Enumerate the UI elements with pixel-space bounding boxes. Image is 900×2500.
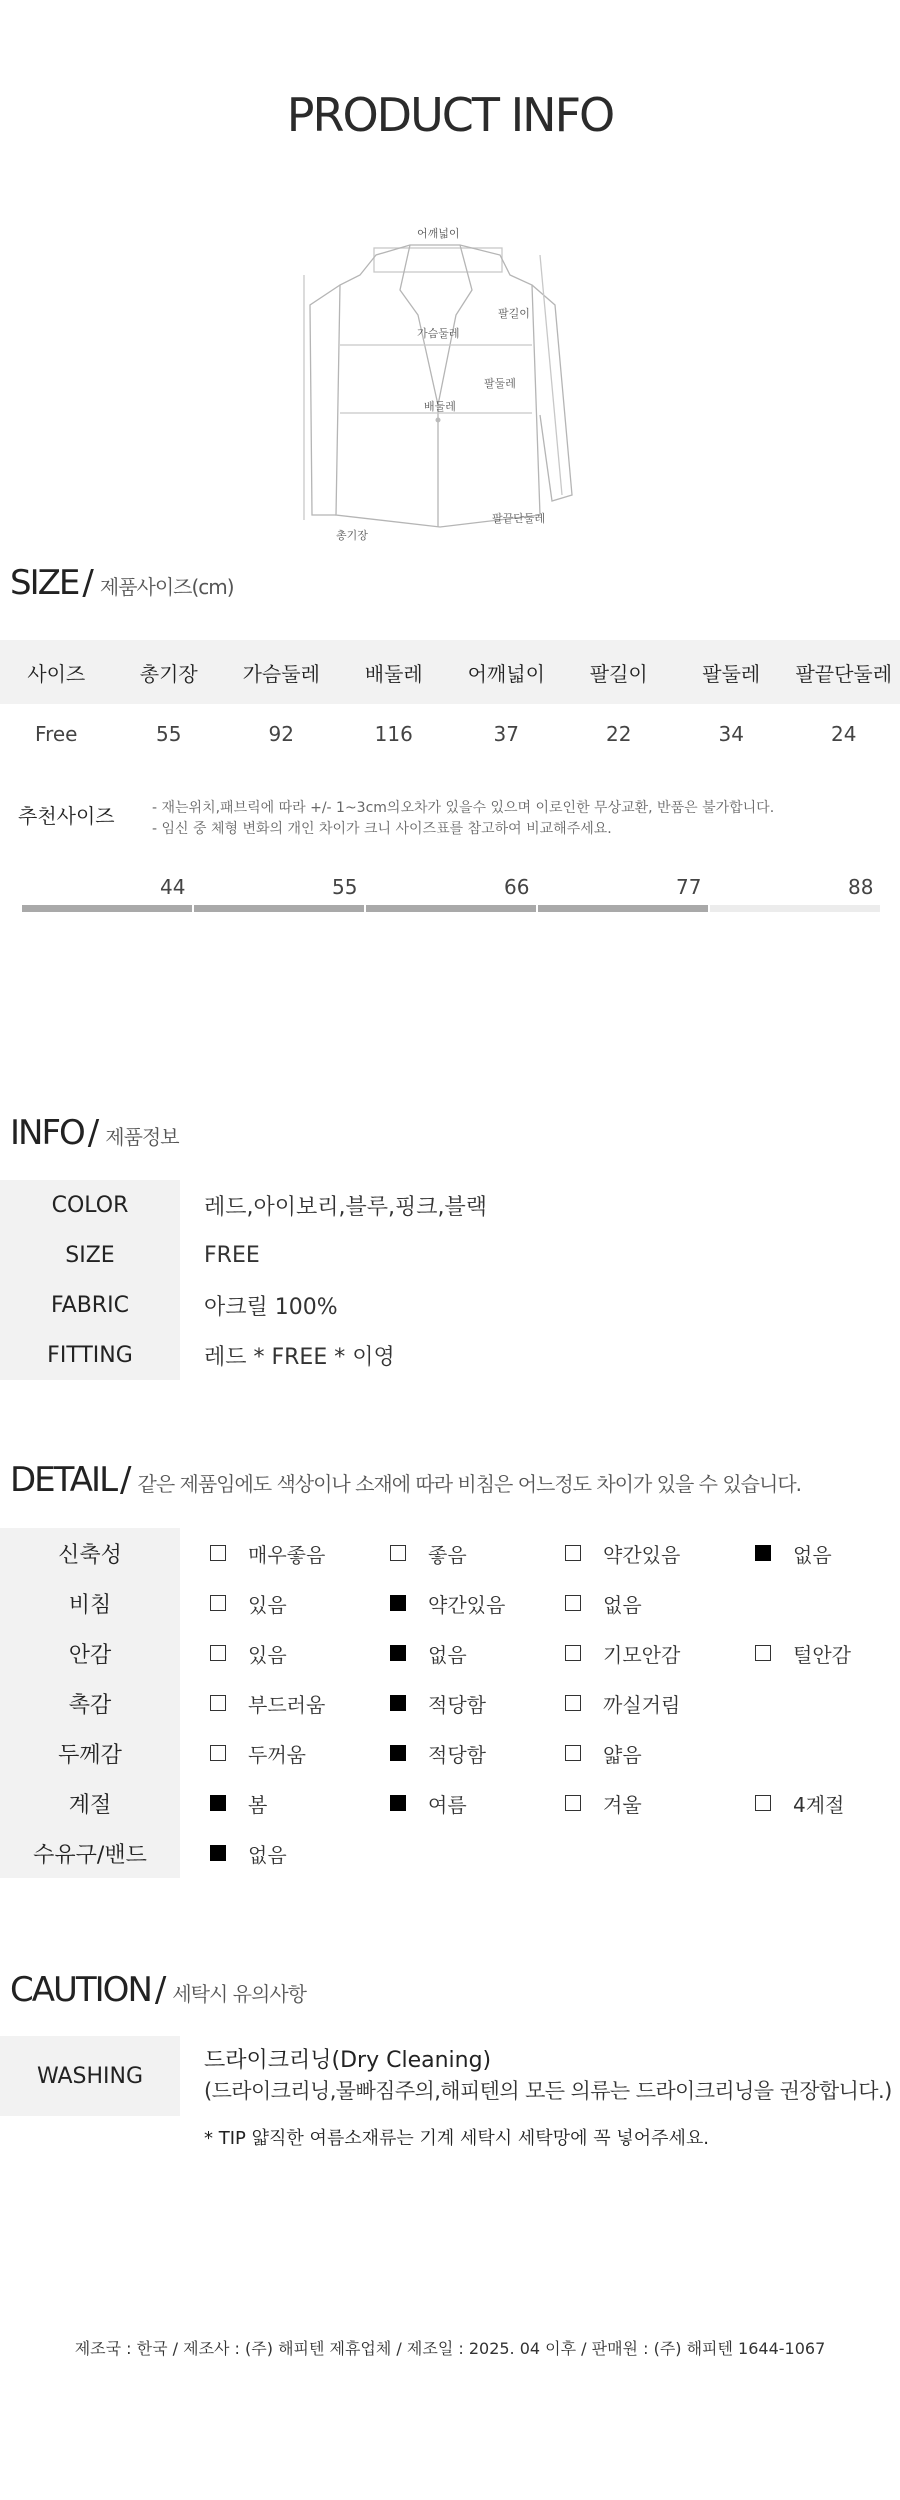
unchecked-box-icon [565, 1795, 581, 1811]
size-note: - 임신 중 체형 변화의 개인 차이가 크니 사이즈표를 참고하여 비교해주세요. [152, 821, 612, 837]
detail-option-label: 여름 [428, 1792, 467, 1817]
caution-subheading: 세탁시 유의사항 [172, 1982, 306, 2006]
size-scale-label: 88 [848, 875, 874, 899]
size-col-header: 어깨넓이 [467, 661, 545, 686]
checked-box-icon [390, 1595, 406, 1611]
unchecked-box-icon [565, 1645, 581, 1661]
detail-option-label: 얇음 [603, 1742, 642, 1767]
size-table-header [0, 640, 900, 704]
info-section-heading [10, 1113, 179, 1153]
size-table [0, 640, 900, 764]
washing-note: (드라이크리닝,물빠짐주의,해피텐의 모든 의류는 드라이크리닝을 권장합니다.) [204, 2079, 892, 2103]
detail-row [0, 1778, 900, 1828]
size-cell: 116 [374, 722, 413, 746]
washing-method: 드라이크리닝(Dry Cleaning) [204, 2048, 492, 2073]
size-col-header: 팔끝단둘레 [795, 661, 893, 686]
jacket-illustration [300, 215, 600, 545]
size-cell: 34 [718, 722, 744, 746]
info-label: FITTING [0, 1330, 180, 1380]
checked-box-icon [390, 1795, 406, 1811]
size-cell: Free [35, 722, 78, 746]
detail-option [565, 1678, 680, 1728]
checked-box-icon [390, 1745, 406, 1761]
unchecked-box-icon [210, 1645, 226, 1661]
detail-option-label: 좋음 [428, 1542, 467, 1567]
detail-option [390, 1528, 467, 1578]
caution-section-heading [10, 1970, 306, 2010]
size-heading: SIZE [10, 563, 79, 603]
size-col-header: 총기장 [139, 661, 198, 686]
detail-row [0, 1578, 900, 1628]
detail-option [755, 1628, 851, 1678]
detail-label: 신축성 [0, 1528, 180, 1578]
detail-option [210, 1828, 287, 1878]
info-value: 레드 * FREE * 이영 [204, 1344, 395, 1370]
diagram-label-chest: 가슴둘레 [417, 327, 460, 340]
info-subheading: 제품정보 [105, 1125, 179, 1149]
size-cell: 22 [606, 722, 632, 746]
size-scale-label: 55 [332, 875, 358, 899]
detail-heading: DETAIL [10, 1460, 117, 1500]
info-label: SIZE [0, 1230, 180, 1280]
detail-table [0, 1528, 900, 1878]
detail-option-label: 적당함 [428, 1742, 486, 1767]
size-subheading: 제품사이즈(cm) [99, 575, 234, 599]
detail-option-label: 있음 [248, 1592, 287, 1617]
unchecked-box-icon [565, 1695, 581, 1711]
detail-option [565, 1628, 680, 1678]
size-col-header: 배둘레 [364, 661, 423, 686]
info-row [0, 1180, 900, 1230]
detail-option-label: 없음 [793, 1542, 832, 1567]
detail-option-label: 없음 [248, 1842, 287, 1867]
detail-option [210, 1578, 287, 1628]
detail-option [755, 1528, 832, 1578]
info-label: COLOR [0, 1180, 180, 1230]
detail-option [210, 1528, 325, 1578]
size-scale-label: 44 [160, 875, 186, 899]
unchecked-box-icon [565, 1545, 581, 1561]
size-col-header: 팔둘레 [702, 661, 761, 686]
diagram-label-arm: 팔둘레 [484, 377, 516, 390]
detail-option-label: 있음 [248, 1642, 287, 1667]
detail-option [565, 1778, 642, 1828]
manufacturer-info-footer: 제조국 : 한국 / 제조사 : (주) 해피텐 제휴업체 / 제조일 : 2025. 04 이후 / 판매원 : (주) 해피텐 1644-1067 [74, 2339, 826, 2358]
size-scale-label: 66 [504, 875, 530, 899]
checked-box-icon [390, 1695, 406, 1711]
detail-label: 비침 [0, 1578, 180, 1628]
detail-option-label: 까실거림 [603, 1692, 681, 1717]
checked-box-icon [755, 1545, 771, 1561]
info-value: 아크릴 100% [204, 1294, 338, 1320]
size-scale-segment [538, 905, 708, 912]
detail-option [390, 1778, 467, 1828]
detail-label: 계절 [0, 1778, 180, 1828]
size-cell: 55 [156, 722, 182, 746]
diagram-label-total-length: 총기장 [336, 529, 368, 542]
detail-row [0, 1678, 900, 1728]
size-cell: 24 [831, 722, 857, 746]
detail-option-label: 겨울 [603, 1792, 642, 1817]
checked-box-icon [210, 1795, 226, 1811]
detail-row [0, 1728, 900, 1778]
detail-row [0, 1528, 900, 1578]
diagram-label-shoulder: 어깨넓이 [417, 227, 460, 240]
size-scale-segment [710, 905, 880, 912]
detail-option-label: 매우좋음 [248, 1542, 326, 1567]
detail-option-label: 부드러움 [248, 1692, 326, 1717]
detail-option-label: 털안감 [793, 1642, 851, 1667]
detail-label: 안감 [0, 1628, 180, 1678]
size-table-row [0, 704, 900, 764]
diagram-label-sleeve-length: 팔길이 [498, 307, 530, 320]
detail-row [0, 1628, 900, 1678]
detail-subheading: 같은 제품임에도 색상이나 소재에 따라 비침은 어느정도 차이가 있을 수 있습니다. [137, 1472, 801, 1496]
size-scale-segment [366, 905, 536, 912]
detail-label: 두께감 [0, 1728, 180, 1778]
info-value: FREE [204, 1242, 260, 1268]
info-label: FABRIC [0, 1280, 180, 1330]
size-cell: 37 [493, 722, 519, 746]
info-row [0, 1280, 900, 1330]
info-row [0, 1330, 900, 1380]
size-scale-segment [22, 905, 192, 912]
washing-info [180, 2046, 892, 2106]
detail-option-label: 두꺼움 [248, 1742, 306, 1767]
detail-option [565, 1528, 680, 1578]
detail-label: 촉감 [0, 1678, 180, 1728]
detail-option-label: 기모안감 [603, 1642, 681, 1667]
caution-heading-slash: / [154, 1970, 167, 2010]
detail-heading-slash: / [120, 1460, 132, 1500]
checked-box-icon [390, 1645, 406, 1661]
washing-label: WASHING [0, 2036, 180, 2116]
info-value: 레드,아이보리,블루,핑크,블랙 [204, 1194, 487, 1220]
size-col-header: 사이즈 [27, 661, 86, 686]
info-heading: INFO [10, 1113, 84, 1153]
detail-option-label: 적당함 [428, 1692, 486, 1717]
detail-option [755, 1778, 844, 1828]
garment-size-diagram [300, 215, 600, 545]
recommended-size-label: 추천사이즈 [18, 804, 115, 828]
unchecked-box-icon [210, 1595, 226, 1611]
unchecked-box-icon [755, 1645, 771, 1661]
caution-table [0, 2036, 900, 2116]
detail-option [565, 1578, 642, 1628]
detail-option-label: 약간있음 [603, 1542, 681, 1567]
size-heading-slash: / [82, 563, 94, 603]
diagram-label-waist: 배둘레 [424, 400, 456, 413]
caution-row [0, 2036, 900, 2116]
detail-option [390, 1728, 486, 1778]
unchecked-box-icon [565, 1595, 581, 1611]
unchecked-box-icon [210, 1545, 226, 1561]
detail-option [210, 1678, 325, 1728]
washing-tip: * TIP 얇직한 여름소재류는 기계 세탁시 세탁망에 꼭 넣어주세요. [204, 2128, 709, 2149]
size-col-header: 팔길이 [589, 661, 648, 686]
info-heading-slash: / [87, 1113, 100, 1153]
size-col-header: 가슴둘레 [242, 661, 320, 686]
detail-option-label: 약간있음 [428, 1592, 506, 1617]
size-section-heading [10, 563, 234, 603]
unchecked-box-icon [755, 1795, 771, 1811]
detail-option [390, 1578, 505, 1628]
unchecked-box-icon [210, 1745, 226, 1761]
detail-option [565, 1728, 642, 1778]
unchecked-box-icon [210, 1695, 226, 1711]
page-title: PRODUCT INFO [286, 88, 614, 142]
size-note: - 재는위치,패브릭에 따라 +/- 1~3cm의오차가 있을수 있으며 이로인한 무상교환, 반품은 불가합니다. [152, 800, 775, 816]
detail-section-heading [10, 1460, 801, 1500]
detail-option-label: 없음 [603, 1592, 642, 1617]
detail-option [390, 1678, 486, 1728]
info-table [0, 1180, 900, 1380]
detail-row [0, 1828, 900, 1878]
detail-option [210, 1728, 306, 1778]
detail-option-label: 4계절 [793, 1792, 845, 1817]
detail-label: 수유구/밴드 [0, 1828, 180, 1878]
size-scale-segment [194, 905, 364, 912]
detail-option [210, 1778, 267, 1828]
info-row [0, 1230, 900, 1280]
diagram-label-cuff: 팔끝단둘레 [492, 512, 546, 525]
detail-option [390, 1628, 467, 1678]
caution-heading: CAUTION [10, 1970, 151, 2010]
checked-box-icon [210, 1845, 226, 1861]
unchecked-box-icon [565, 1745, 581, 1761]
size-scale-label: 77 [676, 875, 702, 899]
detail-option-label: 없음 [428, 1642, 467, 1667]
recommended-size-scale [22, 875, 882, 915]
size-cell: 92 [268, 722, 294, 746]
unchecked-box-icon [390, 1545, 406, 1561]
detail-option [210, 1628, 287, 1678]
detail-option-label: 봄 [248, 1792, 268, 1817]
